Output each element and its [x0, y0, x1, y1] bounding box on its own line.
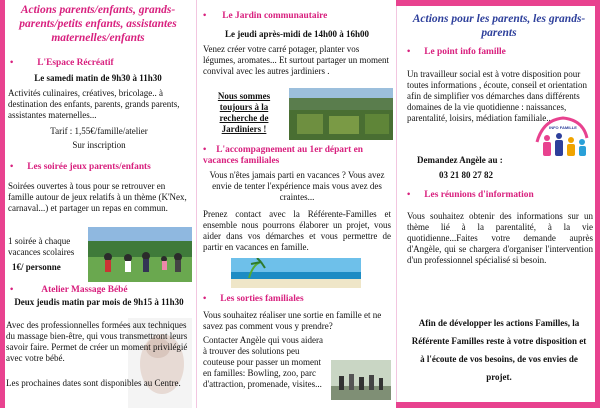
espace-heading-label: L'Espace Récréatif	[37, 58, 114, 68]
photo-jardin	[289, 88, 393, 140]
right-pink-edge	[595, 0, 600, 408]
jardin-schedule: Le jeudi après-midi de 14h00 à 16h00	[224, 29, 369, 39]
closing-message: Afin de développer les actions Familles, la Référente Familles reste à votre disposition et à l'écoute de vos besoins, de vos envies de projet.	[411, 318, 587, 382]
massage-dates: Les prochaines dates sont disponibles au Centre.	[6, 378, 181, 388]
massage-heading-label: Atelier Massage Bébé	[41, 285, 128, 295]
left-pink-edge	[0, 0, 5, 408]
top-pink-bar	[396, 0, 600, 6]
panel-parents	[396, 0, 600, 408]
info-logo-text: INFO FAMILLE	[549, 125, 577, 130]
info-famille-logo	[533, 112, 591, 164]
reunions-heading-label: Les réunions d'information	[424, 190, 534, 200]
sorties-description: Contacter Angèle qui vous aidera à trouver des solutions peu couteuse pour passer un moment en familles: Bowling, zoo, parc d'attraction, promenade, visites...	[203, 335, 323, 389]
sorties-heading-label: Les sorties familiales	[220, 294, 304, 304]
section-heading-reunions: • Les réunions d'information	[407, 190, 534, 200]
photo-plage	[231, 258, 361, 288]
espace-inscription: Sur inscription	[72, 140, 126, 150]
info-contact: Demandez Angèle au :	[417, 155, 503, 165]
section-heading-info: • Le point info famille	[407, 47, 506, 57]
column-title: Actions parents/enfants, grands-parents/petits enfants, assistantes maternelles/enfants	[19, 4, 177, 44]
section-heading-sorties: • Les sorties familiales	[203, 294, 304, 304]
info-phone: 03 21 80 27 82	[439, 170, 493, 180]
photo-jeux-exterieur	[88, 227, 192, 282]
section-heading-massage: • Atelier Massage Bébé	[10, 285, 128, 295]
jeux-description: Soirées ouvertes à tous pour se retrouver en famille autour de jeux relatifs à un thème (K'Nex, carnaval...) et partager un repas en commun.	[8, 181, 187, 213]
depart-intro: Vous n'êtes jamais parti en vacances ? Vous avez envie de tenter l'expérience mais vous avez des craintes...	[209, 170, 385, 202]
jeux-price: 1€/ personne	[12, 262, 61, 272]
espace-description: Activités culinaires, créatives, bricolage.. à destination des enfants, parents, grands parents, assistantes maternelles...	[8, 88, 180, 120]
reunions-description: Vous souhaitez obtenir des informations sur un thème lié à la parentalité, à la vie quotidienne...Faites votre demande auprès d'Angèle, qui se chargera d'organiser l'intervention d'un professionnel spécialisé si besoin.	[407, 211, 593, 265]
section-heading-jardin: • Le Jardin communautaire	[203, 11, 328, 21]
jardin-recherche: Nous sommes toujours à la recherche de Jardiniers !	[217, 91, 271, 134]
sorties-question: Vous souhaitez réaliser une sortie en famille et ne savez pas comment vous y prendre?	[203, 310, 382, 331]
jardin-heading-label: Le Jardin communautaire	[222, 11, 328, 21]
jardin-description: Venez créer votre carré potager, planter vos légumes, aromates... Et surtout partager un moment convival avec les autres jardiniers .	[203, 44, 389, 76]
section-heading-espace: • L'Espace Récréatif	[10, 58, 114, 68]
espace-tarif: Tarif : 1,55€/famille/atelier	[50, 126, 148, 136]
jeux-frequency: 1 soirée à chaque vacances scolaires	[8, 236, 75, 257]
depart-heading-label: L'accompagnement au 1er départ en vacances familiales	[203, 145, 363, 166]
section-heading-depart: • L'accompagnement au 1er départ en vacances familiales	[203, 145, 363, 166]
massage-schedule: Deux jeudis matin par mois de 9h15 à 11h30	[14, 297, 184, 307]
panel-activites	[196, 0, 396, 408]
photo-sortie	[331, 360, 391, 400]
panel-parents-enfants	[0, 0, 196, 408]
depart-contact: Prenez contact avec la Référente-Familles et ensemble nous pourrons élaborer un projet, vous aider dans vos démarches et vous permettre de partir en vacances en famille.	[203, 209, 391, 252]
espace-schedule: Le samedi matin de 9h30 à 11h30	[34, 73, 162, 83]
bottom-pink-bar	[396, 402, 600, 408]
info-heading-label: Le point info famille	[424, 47, 506, 57]
info-description: Un travailleur social est à votre disposition pour toutes informations , écoute, conseil et orientation afin de simplifier vos démarches dans différents domaines de la vie quotidienne : naissances, parentalité, loisirs, médiation familiale...	[407, 69, 587, 123]
massage-description: Avec des professionnelles formées aux techniques du massage bien-être, qui vous transmettront leurs savoir faire. Permet de créer un moment privilégié avec votre bébé.	[6, 320, 188, 363]
column-title-parents: Actions pour les parents, les grands-parents	[412, 13, 586, 39]
section-heading-jeux: • Les soirée jeux parents/enfants	[10, 162, 151, 172]
jeux-heading-label: Les soirée jeux parents/enfants	[27, 162, 151, 172]
